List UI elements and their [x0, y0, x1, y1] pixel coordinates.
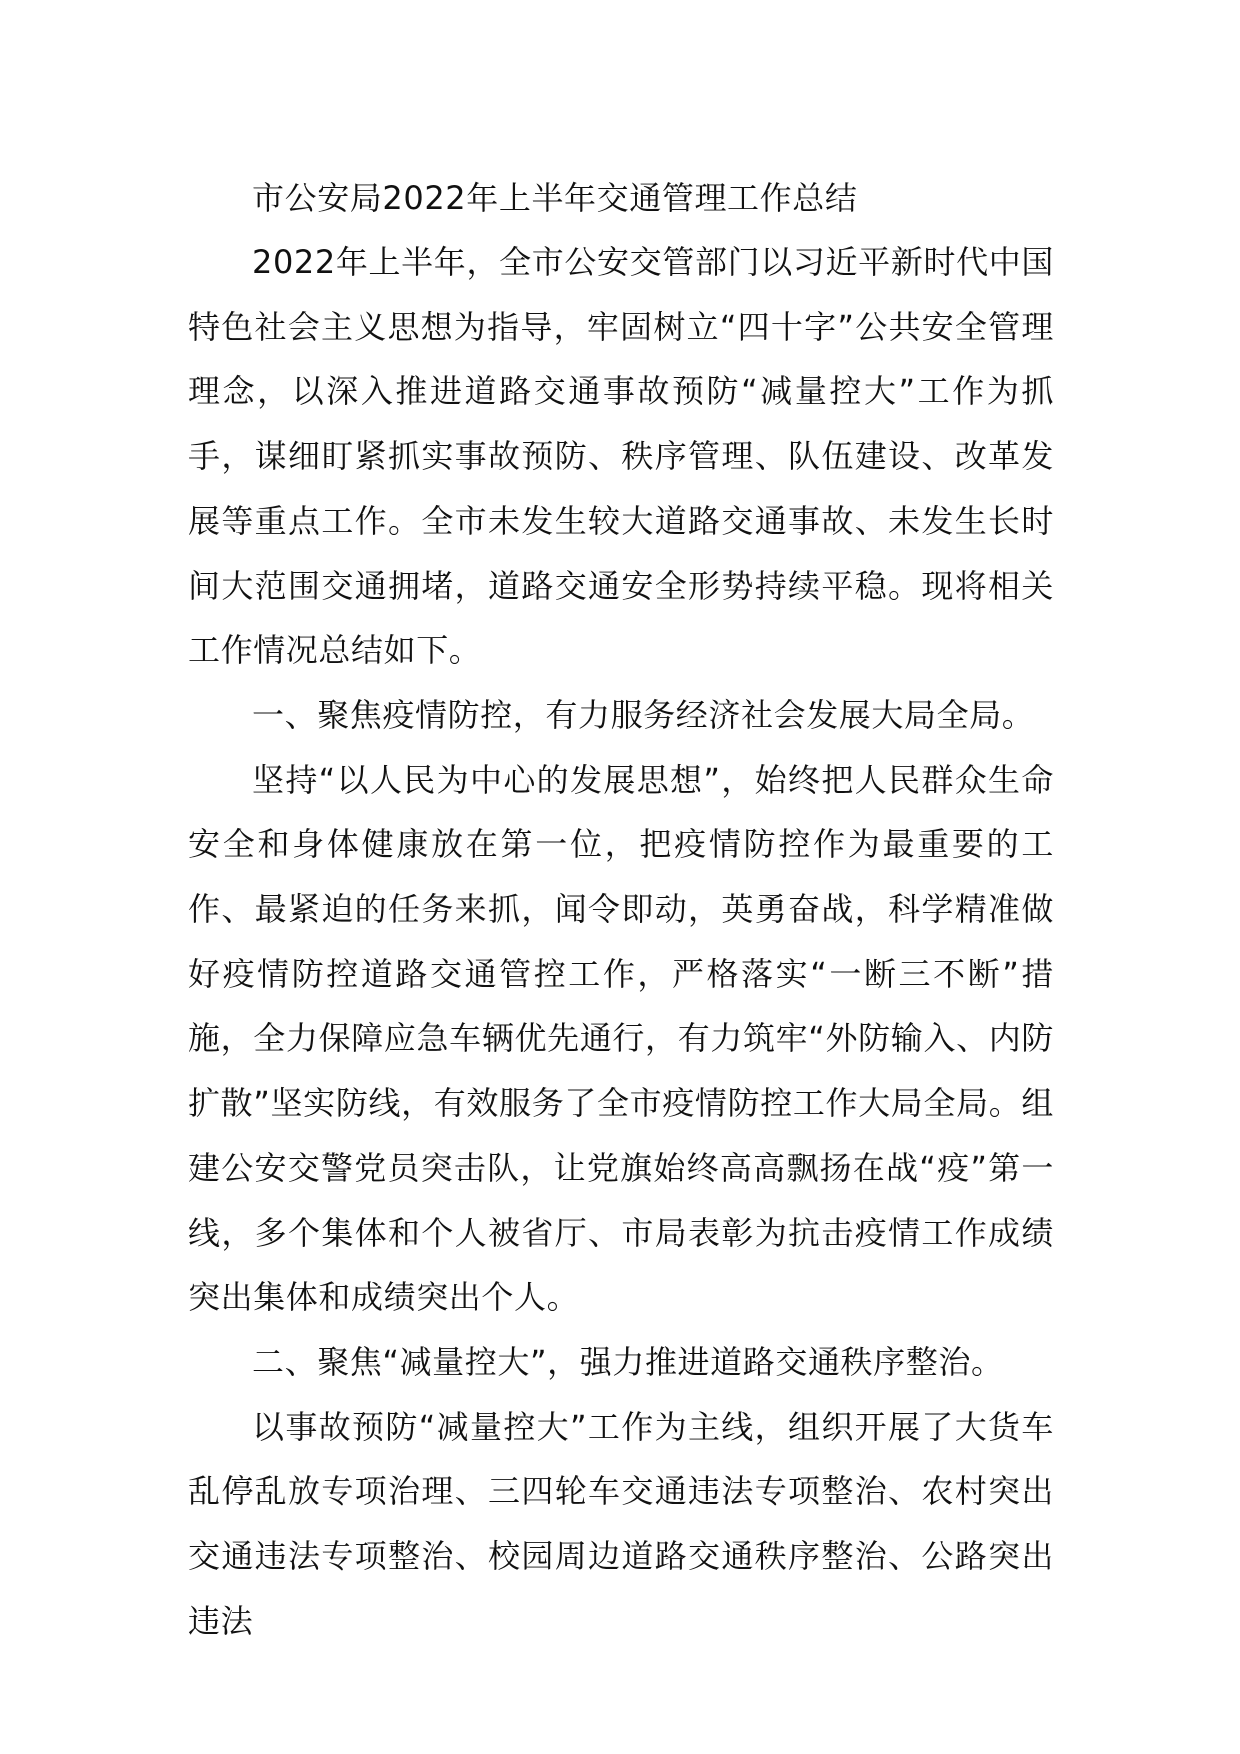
document-body	[188, 166, 1054, 1653]
document-title: 市公安局2022年上半年交通管理工作总结	[252, 179, 858, 217]
section-paragraph-2: 以事故预防“减量控大”工作为主线，组织开展了大货车乱停乱放专项治理、三四轮车交通违法专项整治、农村突出交通违法专项整治、校园周边道路交通秩序整治、公路突出违法	[188, 1407, 1054, 1640]
section-heading-2: 二、聚焦“减量控大”，强力推进道路交通秩序整治。	[252, 1342, 1004, 1381]
section-paragraph-1: 坚持“以人民为中心的发展思想”，始终把人民群众生命安全和身体健康放在第一位，把疫情防控作为最重要的工作、最紧迫的任务来抓，闻令即动，英勇奋战，科学精准做好疫情防控道路交通管控工作，严格落实“一断三不断”措施，全力保障应急车辆优先通行，有力筑牢“外防输入、内防扩散”坚实防线，有效服务了全市疫情防控工作大局全局。组建公安交警党员突击队，让党旗始终高高飘扬在战“疫”第一线，多个集体和个人被省厅、市局表彰为抗击疫情工作成绩突出集体和成绩突出个人。	[188, 760, 1054, 1317]
intro-paragraph: 2022年上半年，全市公安交管部门以习近平新时代中国特色社会主义思想为指导，牢固树立“四十字”公共安全管理理念，以深入推进道路交通事故预防“减量控大”工作为抓手，谋细盯紧抓实事故预防、秩序管理、队伍建设、改革发展等重点工作。全市未发生较大道路交通事故、未发生长时间大范围交通拥堵，道路交通安全形势持续平稳。现将相关工作情况总结如下。	[188, 243, 1054, 670]
section-heading-1: 一、聚焦疫情防控，有力服务经济社会发展大局全局。	[252, 695, 1035, 734]
